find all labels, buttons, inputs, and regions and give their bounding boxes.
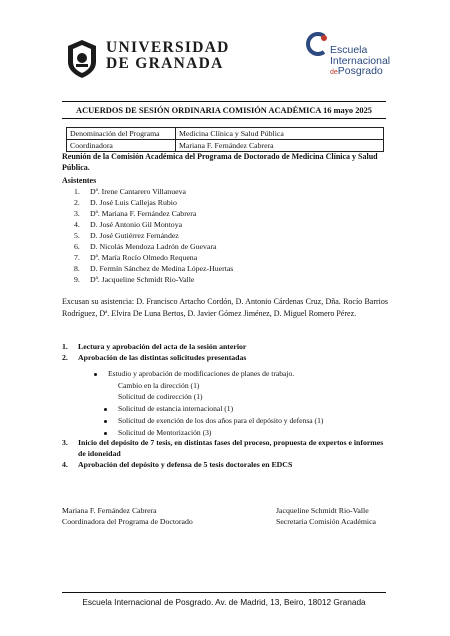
signer-role: Secretaria Comisión Académica	[276, 517, 377, 526]
agenda-item: 3. Inicio del depósito de 7 tesis, en distintas fases del proceso, propuesta de expertos e informes de idoneidad	[62, 438, 384, 458]
signature-right	[276, 505, 376, 527]
title-bottom-rule	[62, 118, 386, 119]
table-cell-value: Medicina Clínica y Salud Pública	[176, 128, 384, 140]
attendees-heading: Asistentes	[62, 176, 97, 185]
excused-paragraph: Excusan su asistencia: D. Francisco Artacho Cordón, D. Antonio Cárdenas Cruz, Dña. Rocío Barrios Rodríguez, Dª. Elvira De Luna Bertos, D. Javier Gómez Jiménez, D. Miguel Romero Pérez.	[62, 297, 388, 318]
list-item: 7. Dª. María Rocío Olmedo Requena	[74, 253, 198, 262]
list-item: 5. D. José Gutiérrez Fernández	[74, 231, 179, 240]
title-top-rule	[62, 101, 386, 102]
sub-item-international-stay: Solicitud de estancia internacional (1)	[118, 404, 233, 414]
bullet-icon	[104, 408, 107, 411]
footer-address: Escuela Internacional de Posgrado. Av. de Madrid, 13, Beiro, 18012 Granada	[82, 597, 366, 607]
agenda-list-bottom	[62, 438, 386, 471]
signer-name: Mariana F. Fernández Cabrera	[62, 506, 157, 515]
table-cell-value: Mariana F. Fernández Cabrera	[176, 140, 384, 152]
sub-item-work-plans: Estudio y aprobación de modificaciones de planes de trabajo.	[108, 369, 294, 379]
sub-item-exemption: Solicitud de exención de los dos años para el depósito y defensa (1)	[118, 416, 323, 426]
list-item: 8. D. Fermín Sánchez de Medina López-Huertas	[74, 264, 234, 273]
agenda-item: 1. Lectura y aprobación del acta de la sesión anterior	[62, 342, 247, 351]
meeting-heading: Reunión de la Comisión Académica del Programa de Doctorado de Medicina Clínica y Salud Pública.	[62, 152, 378, 172]
bullet-icon	[104, 420, 107, 423]
list-item: 3. Dª. Mariana F. Fernández Cabrera	[74, 209, 197, 218]
list-item: 6. D. Nicolás Mendoza Ladrón de Guevara	[74, 242, 217, 251]
table-cell-label: Denominación del Programa	[67, 128, 176, 140]
agenda-item: 2. Aprobación de las distintas solicitudes presentadas	[62, 352, 247, 362]
list-item: 4. D. José Antonio Gil Montoya	[74, 220, 183, 229]
table-cell-label: Coordinadora	[67, 140, 176, 152]
signer-role: Coordinadora del Programa de Doctorado	[62, 517, 193, 526]
sub-item-mentoring: Solicitud de Mentorización (3)	[118, 428, 211, 438]
sub-item-codirection: Solicitud de codirección (1)	[118, 392, 203, 401]
edcs-logo-text: Escuela Internacional dePosgrado	[330, 44, 391, 77]
agenda-item: 4. Aprobación del depósito y defensa de 5 tesis doctorales en EDCS	[62, 460, 293, 469]
attendees-list	[62, 186, 233, 285]
list-item: 1. Dª. Irene Cantarero Villanueva	[74, 187, 186, 196]
footer-rule	[62, 592, 386, 593]
list-item: 9. Dª. Jacqueline Schmidt Rio-Valle	[74, 275, 195, 284]
bullet-icon	[94, 373, 97, 376]
edcs-mark-icon	[302, 30, 330, 64]
document-title: ACUERDOS DE SESIÓN ORDINARIA COMISIÓN ACADÉMICA 16 mayo 2025	[76, 106, 372, 115]
ugr-logo	[62, 38, 230, 80]
sub-item-change-direction: Cambio en la dirección (1)	[118, 381, 200, 390]
ugr-logo-text: UNIVERSIDAD DE GRANADA	[106, 39, 230, 72]
bullet-icon	[104, 432, 107, 435]
list-item: 2. D. José Luis Callejas Rubio	[74, 198, 177, 207]
table-row	[67, 128, 384, 140]
agenda-list-top	[62, 342, 386, 363]
table-row	[67, 140, 384, 152]
signature-left	[62, 505, 193, 527]
edcs-logo	[302, 30, 412, 78]
ugr-crest-icon	[62, 38, 102, 80]
signer-name: Jacqueline Schmidt Rio-Valle	[276, 506, 369, 515]
program-info-table	[66, 127, 384, 152]
